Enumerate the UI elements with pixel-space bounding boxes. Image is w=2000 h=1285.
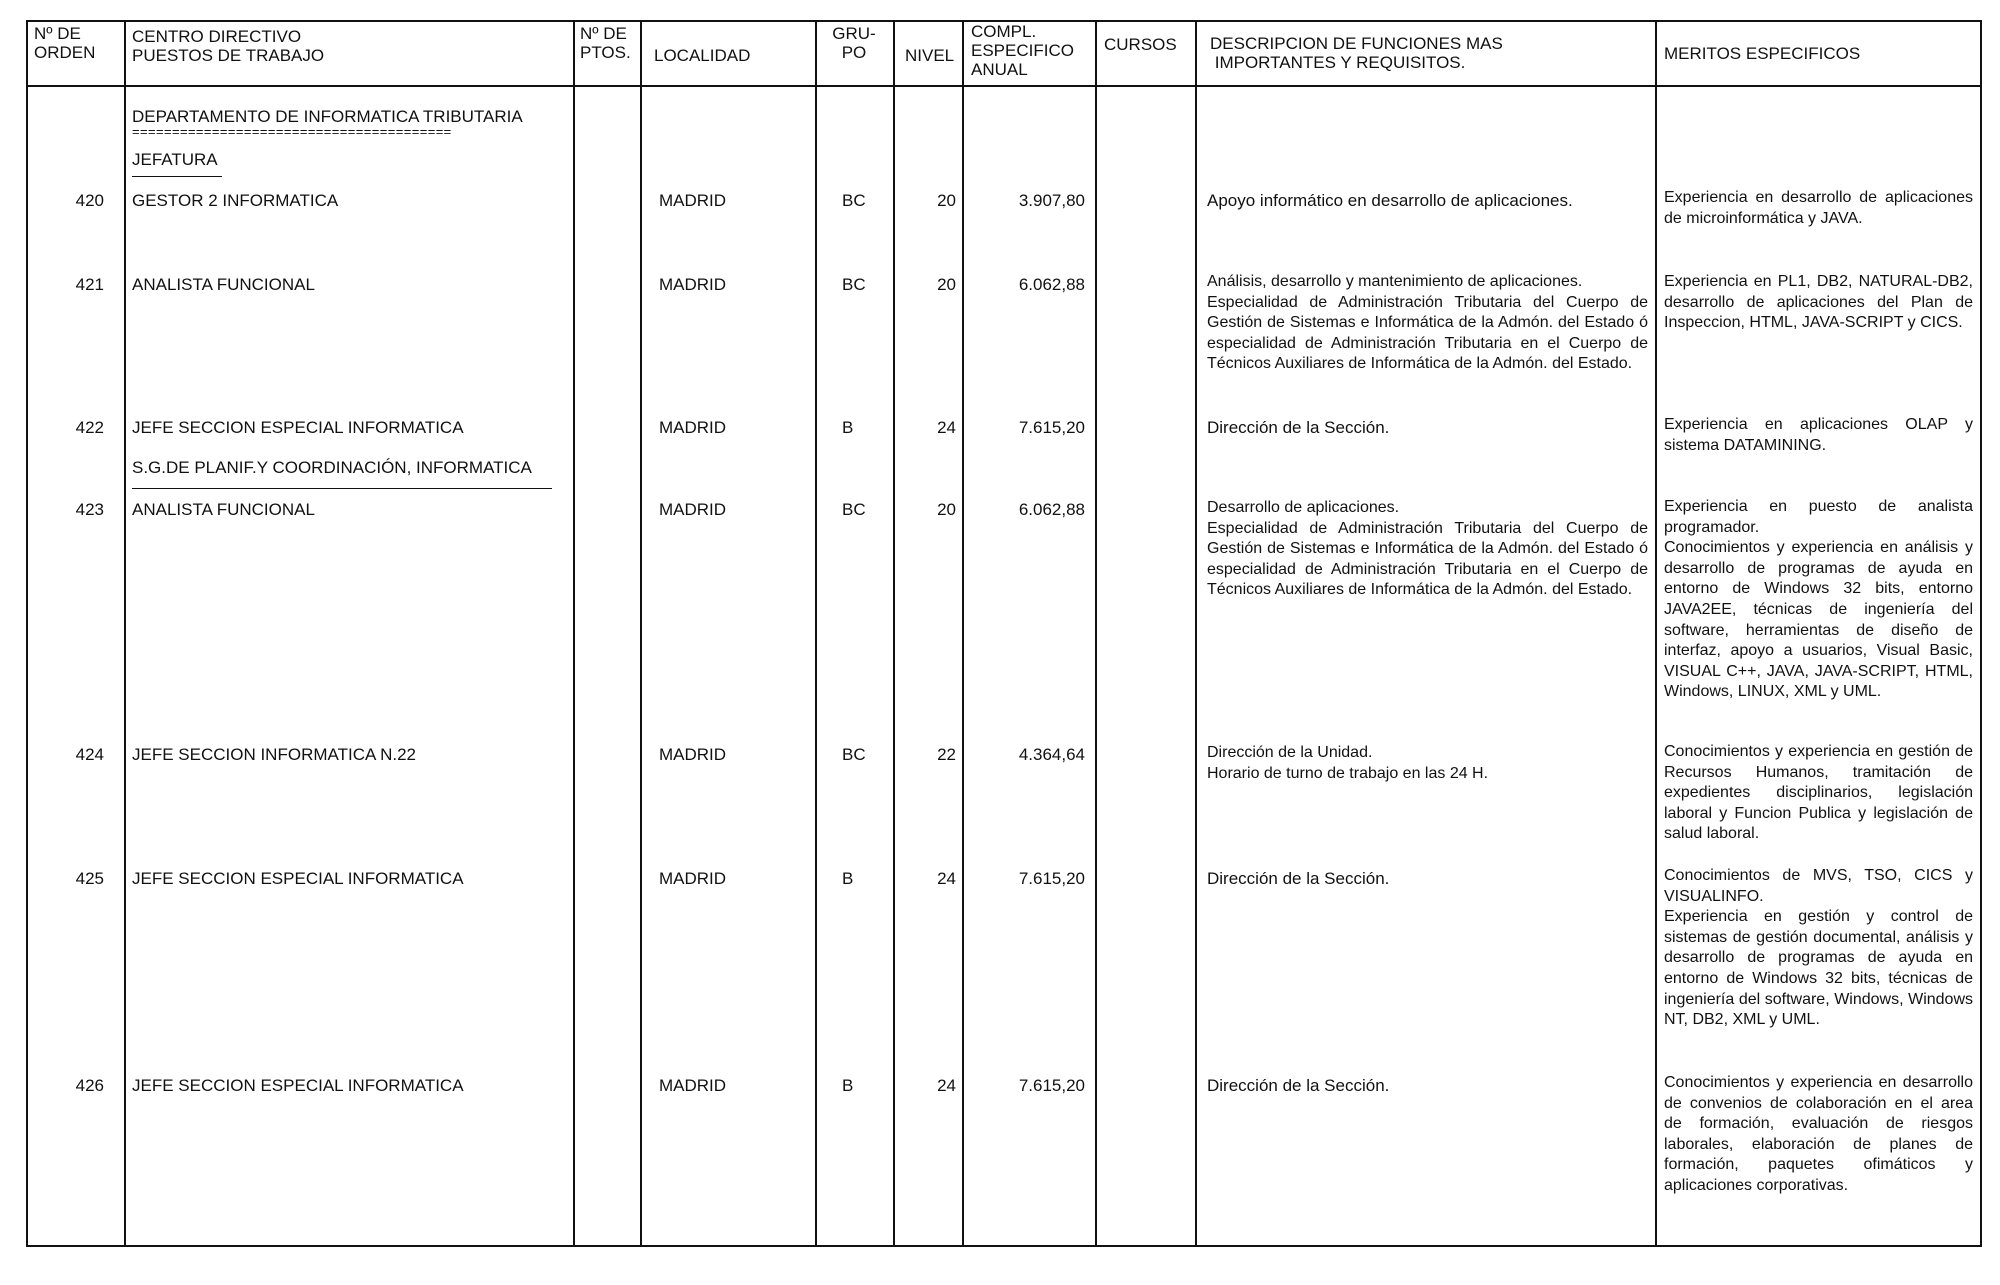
row-orden: 422 <box>75 418 104 437</box>
column-divider <box>573 20 575 1247</box>
subdireccion-underline <box>132 488 552 489</box>
row-grupo: BC <box>842 275 866 294</box>
row-orden: 421 <box>75 275 104 294</box>
row-puesto: ANALISTA FUNCIONAL <box>132 275 315 294</box>
row-nivel: 24 <box>937 418 956 437</box>
row-grupo: BC <box>842 500 866 519</box>
column-divider <box>124 20 126 1247</box>
row-complemento: 4.364,64 <box>1018 745 1085 764</box>
header-centro-directivo: CENTRO DIRECTIVO PUESTOS DE TRABAJO <box>132 27 325 65</box>
section-subdireccion: S.G.DE PLANIF.Y COORDINACIÓN, INFORMATICA <box>132 458 532 477</box>
row-localidad: MADRID <box>659 1076 727 1095</box>
column-divider <box>1195 20 1197 1247</box>
row-descripcion: Desarrollo de aplicaciones. Especialidad de Administración Tributaria del Cuerpo de Gestión de Sistemas e Informática de la Admón. del Estado ó especialidad de Administración Tributaria en el Cuerpo de Técnicos Auxiliares de Informática de la Admón. del Estado. <box>1207 499 1648 599</box>
column-divider <box>1095 20 1097 1247</box>
row-localidad: MADRID <box>659 275 727 294</box>
jefatura-underline <box>132 176 222 177</box>
section-double-rule: ======================================== <box>132 124 452 139</box>
row-orden: 426 <box>75 1076 104 1095</box>
row-nivel: 24 <box>937 1076 956 1095</box>
row-descripcion: Dirección de la Unidad. Horario de turno de trabajo en las 24 H. <box>1207 744 1489 782</box>
row-descripcion: Dirección de la Sección. <box>1207 1076 1390 1095</box>
header-orden: Nº DE ORDEN <box>34 24 96 62</box>
column-divider <box>1655 20 1657 1247</box>
row-puesto: GESTOR 2 INFORMATICA <box>132 191 339 210</box>
row-meritos: Conocimientos y experiencia en desarrollo de convenios de colaboración en el area de formación, evaluación de riesgos laborales, elaboración de planes de formación, paquetes ofimáticos y aplicaciones corporativas. <box>1664 1074 1973 1194</box>
row-nivel: 20 <box>937 275 956 294</box>
row-meritos: Experiencia en puesto de analista programador. Conocimientos y experiencia en análisis y desarrollo de programas de ayuda en entorno de Windows 32 bits, entorno JAVA2EE, técnicas de ingeniería del software, herramientas de diseño de interfaz, apoyo a usuarios, Visual Basic, VISUAL C++, JAVA, JAVA-SCRIPT, HTML, Windows, LINUX, XML y UML. <box>1664 498 1973 701</box>
row-localidad: MADRID <box>659 418 727 437</box>
header-num-puestos: Nº DE PTOS. <box>580 24 631 62</box>
row-descripcion: Dirección de la Sección. <box>1207 869 1390 888</box>
column-divider <box>26 20 28 1247</box>
header-bottom-border <box>26 85 1982 87</box>
row-descripcion: Dirección de la Sección. <box>1207 418 1390 437</box>
row-grupo: B <box>842 418 854 437</box>
row-meritos: Experiencia en desarrollo de aplicaciones de microinformática y JAVA. <box>1664 189 1973 227</box>
row-localidad: MADRID <box>659 869 727 888</box>
row-puesto: JEFE SECCION INFORMATICA N.22 <box>132 745 417 764</box>
row-orden: 424 <box>75 745 104 764</box>
row-localidad: MADRID <box>659 745 727 764</box>
header-meritos: MERITOS ESPECIFICOS <box>1664 44 1861 63</box>
header-complemento: COMPL. ESPECIFICO ANUAL <box>971 22 1074 79</box>
row-puesto: JEFE SECCION ESPECIAL INFORMATICA <box>132 869 464 888</box>
row-meritos: Conocimientos y experiencia en gestión de Recursos Humanos, tramitación de expedientes disciplinarios, legislación laboral y Funcion Publica y legislación de salud laboral. <box>1664 743 1973 843</box>
row-puesto: JEFE SECCION ESPECIAL INFORMATICA <box>132 418 464 437</box>
row-localidad: MADRID <box>659 191 727 210</box>
column-divider <box>893 20 895 1247</box>
row-nivel: 20 <box>937 191 956 210</box>
row-nivel: 24 <box>937 869 956 888</box>
row-localidad: MADRID <box>659 500 727 519</box>
column-divider <box>962 20 964 1247</box>
row-complemento: 6.062,88 <box>1018 500 1085 519</box>
row-complemento: 7.615,20 <box>1018 1076 1085 1095</box>
row-descripcion: Análisis, desarrollo y mantenimiento de aplicaciones. Especialidad de Administración Tributaria del Cuerpo de Gestión de Sistemas e Informática de la Admón. del Estado ó especialidad de Administración Tributaria en el Cuerpo de Técnicos Auxiliares de Informática de la Admón. del Estado. <box>1207 273 1648 373</box>
row-grupo: B <box>842 869 854 888</box>
column-divider <box>1980 20 1982 1247</box>
row-orden: 425 <box>75 869 104 888</box>
row-complemento: 6.062,88 <box>1018 275 1085 294</box>
section-jefatura: JEFATURA <box>132 150 218 169</box>
row-complemento: 7.615,20 <box>1018 869 1085 888</box>
row-puesto: JEFE SECCION ESPECIAL INFORMATICA <box>132 1076 464 1095</box>
header-cursos: CURSOS <box>1104 35 1177 54</box>
column-divider <box>640 20 642 1247</box>
row-grupo: B <box>842 1076 854 1095</box>
header-descripcion: DESCRIPCION DE FUNCIONES MAS IMPORTANTES Y REQUISITOS. <box>1210 34 1503 72</box>
row-grupo: BC <box>842 745 866 764</box>
row-complemento: 7.615,20 <box>1018 418 1085 437</box>
table-bottom-border <box>26 1245 1982 1247</box>
row-nivel: 20 <box>937 500 956 519</box>
row-meritos: Conocimientos de MVS, TSO, CICS y VISUALINFO. Experiencia en gestión y control de sistemas de gestión documental, análisis y desarrollo de programas de ayuda en entorno de Windows 32 bits, técnicas de ingeniería del software, Windows, Windows NT, DB2, XML y UML. <box>1664 867 1973 1029</box>
row-meritos: Experiencia en PL1, DB2, NATURAL-DB2, desarrollo de aplicaciones del Plan de Inspeccion, HTML, JAVA-SCRIPT y CICS. <box>1664 273 1973 332</box>
row-descripcion: Apoyo informático en desarrollo de aplicaciones. <box>1207 191 1573 210</box>
row-complemento: 3.907,80 <box>1018 191 1085 210</box>
row-grupo: BC <box>842 191 866 210</box>
header-localidad: LOCALIDAD <box>654 46 751 65</box>
column-divider <box>815 20 817 1247</box>
section-departamento: DEPARTAMENTO DE INFORMATICA TRIBUTARIA <box>132 107 523 126</box>
row-nivel: 22 <box>937 745 956 764</box>
row-orden: 420 <box>75 191 104 210</box>
header-grupo: GRU- PO <box>832 24 876 62</box>
row-meritos: Experiencia en aplicaciones OLAP y sistema DATAMINING. <box>1664 416 1973 454</box>
row-puesto: ANALISTA FUNCIONAL <box>132 500 315 519</box>
header-nivel: NIVEL <box>905 46 955 65</box>
row-orden: 423 <box>75 500 104 519</box>
